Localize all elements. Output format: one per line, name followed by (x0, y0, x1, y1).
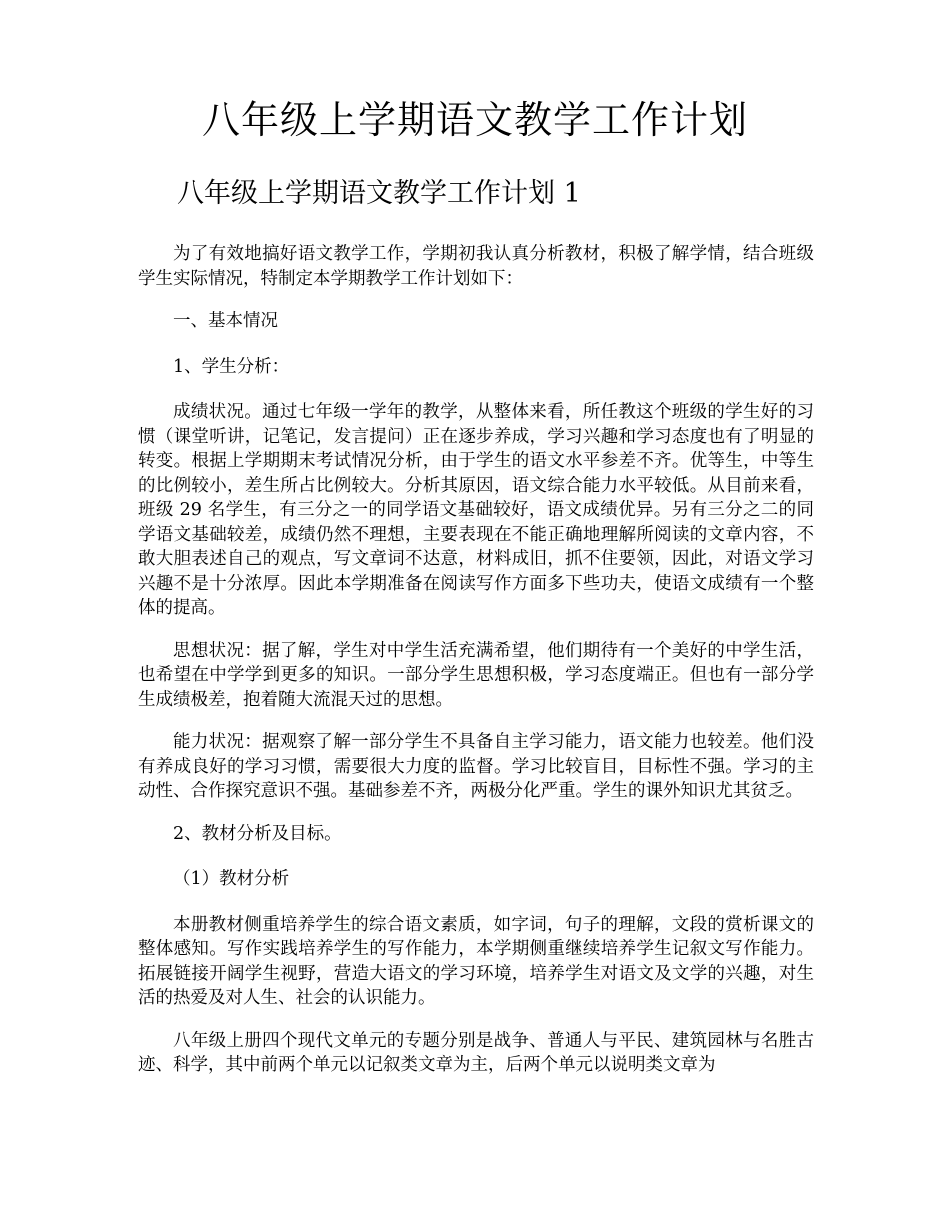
paragraph-ability: 能力状况：据观察了解一部分学生不具备自主学习能力，语文能力也较差。他们没有养成良好的学习习惯，需要很大力度的监督。学习比较盲目，目标性不强。学习的主动性、合作探究意识不强。基础参差不齐，两极分化严重。学生的课外知识尤其贫乏。 (138, 732, 814, 801)
section-heading: 八年级上学期语文教学工作计划 1 (177, 178, 581, 209)
paragraph-textbook: 本册教材侧重培养学生的综合语文素质，如字词，句子的理解，文段的赏析课文的整体感知。写作实践培养学生的写作能力，本学期侧重继续培养学生记叙文写作能力。拓展链接开阔学生视野，营造大语文的学习环境，培养学生对语文及文学的兴趣，对生活的热爱及对人生、社会的认识能力。 (138, 914, 814, 1008)
intro-paragraph: 为了有效地搞好语文教学工作，学期初我认真分析教材，积极了解学情，结合班级学生实际情况，特制定本学期教学工作计划如下： (138, 244, 814, 289)
document-body (138, 242, 814, 1096)
heading-textbook-analysis: 2、教材分析及目标。 (173, 823, 342, 844)
paragraph-units: 八年级上册四个现代文单元的专题分别是战争、普通人与平民、建筑园林与名胜古迹、科学，其中前两个单元以记叙类文章为主，后两个单元以说明类文章为 (138, 1030, 814, 1075)
heading-student-analysis: 1、学生分析： (173, 356, 290, 377)
heading-basic-situation: 一、基本情况 (173, 311, 278, 331)
paragraph-thinking: 思想状况：据了解，学生对中学生活充满希望，他们期待有一个美好的中学生活，也希望在中学学到更多的知识。一部分学生思想积极，学习态度端正。但也有一部分学生成绩极差，抱着随大流混天过的思想。 (138, 640, 814, 710)
document-title: 八年级上学期语文教学工作计划 (201, 98, 748, 142)
paragraph-grades: 成绩状况。通过七年级一学年的教学，从整体来看，所任教这个班级的学生好的习惯（课堂听讲，记笔记，发言提问）正在逐步养成，学习兴趣和学习态度也有了明显的转变。根据上学期期末考试情况分析，由于学生的语文水平参差不齐。优等生，中等生的比例较小，差生所占比例较大。分析其原因，语文综合能力水平较低。从目前来看，班级 29 名学生，有三分之一的同学语文基础较好，语文成绩优异。另有三分之二的同学语文基础较差，成绩仍然不理想，主要表现在不能正确地理解所阅读的文章内容，不敢大胆表述自己的观点，写文章词不达意，材料成旧，抓不住要领，因此，对语文学习兴趣不是十分浓厚。因此本学期准备在阅读写作方面多下些功夫，使语文成绩有一个整体的提高。 (138, 402, 814, 618)
subheading-textbook-analysis: （1）教材分析 (173, 869, 290, 889)
